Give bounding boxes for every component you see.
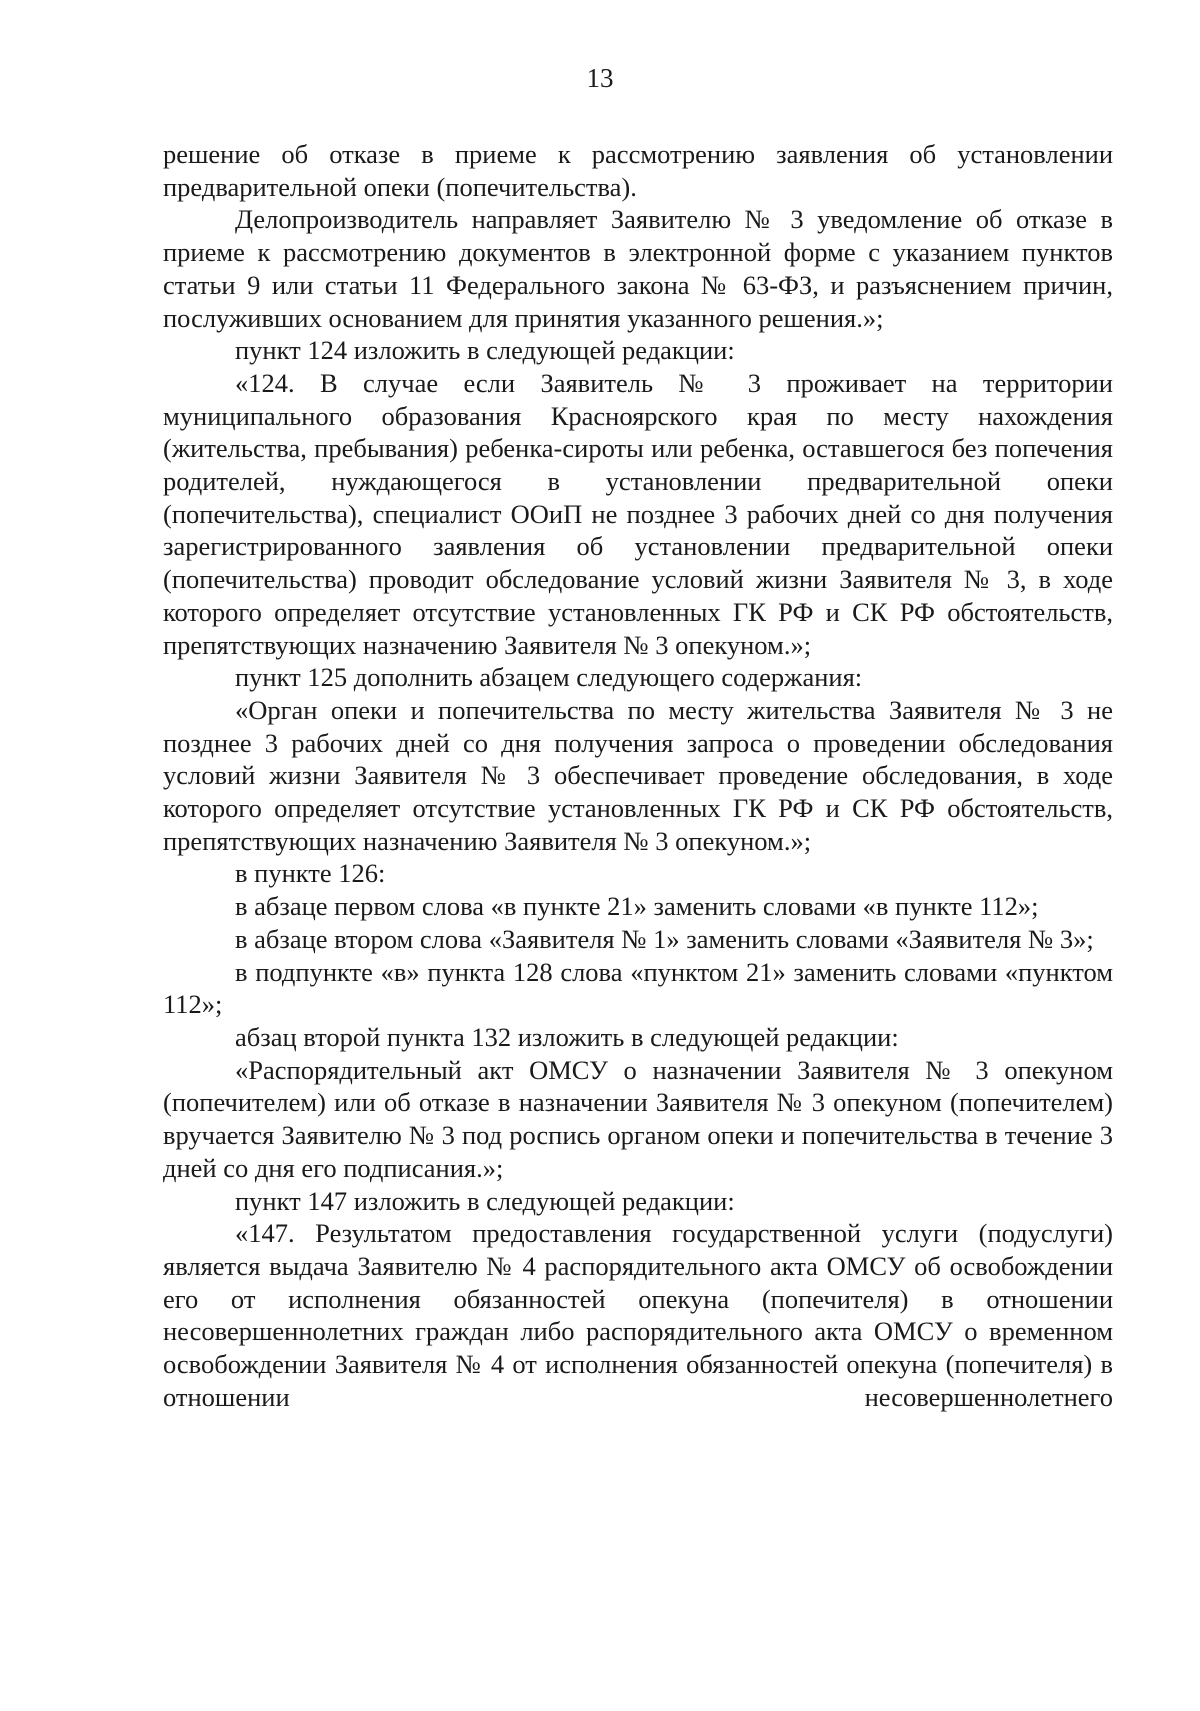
paragraph: «Распорядительный акт ОМСУ о назначении Заявителя № 3 опекуном (попечителем) или об отказе в назначении Заявителя № 3 опекуном (попечителем) вручается Заявителю № 3 под роспись органом опеки и попечительства в течение 3 дней со дня его подписания.»; xyxy=(163,1054,1113,1183)
paragraph: в подпункте «в» пункта 128 слова «пунктом 21» заменить словами «пунктом 112»; xyxy=(163,956,1113,1020)
paragraph: в абзаце первом слова «в пункте 21» заменить словами «в пункте 112»; xyxy=(235,891,1039,922)
paragraph: в пункте 126: xyxy=(235,858,386,889)
paragraph: пункт 147 изложить в следующей редакции: xyxy=(235,1185,735,1216)
paragraph: в абзаце втором слова «Заявителя № 1» заменить словами «Заявителя № 3»; xyxy=(235,923,1094,954)
paragraph: «Орган опеки и попечительства по месту жительства Заявителя № 3 не позднее 3 рабочих дней со дня получения запроса о проведении обследования условий жизни Заявителя № 3 обеспечивает проведение обследования, в ходе которого определяет отсутствие установленных ГК РФ и СК РФ обстоятельств, препятствующих назначению Заявителя № 3 опекуном.»; xyxy=(163,694,1113,856)
paragraph: абзац второй пункта 132 изложить в следующей редакции: xyxy=(235,1021,899,1052)
document-body xyxy=(163,138,1113,1413)
paragraph: Делопроизводитель направляет Заявителю № 3 уведомление об отказе в приеме к рассмотрению документов в электронной форме с указанием пунктов статьи 9 или статьи 11 Федерального закона № 63-ФЗ, и разъяснением причин, послуживших основанием для принятия указанного решения.»; xyxy=(163,204,1113,333)
paragraph: пункт 124 изложить в следующей редакции: xyxy=(235,335,735,366)
paragraph: решение об отказе в приеме к рассмотрению заявления об установлении предварительной опеки (попечительства). xyxy=(163,139,1113,202)
paragraph: «124. В случае если Заявитель № 3 проживает на территории муниципального образования Красноярского края по месту нахождения (жительства, пребывания) ребенка-сироты или ребенка, оставшегося без попечения родителей, нуждающегося в установлении предварительной опеки (попечительства), специалист ООиП не позднее 3 рабочих дней со дня получения зарегистрированного заявления об установлении предварительной опеки (попечительства) проводит обследование условий жизни Заявителя № 3, в ходе которого определяет отсутствие установленных ГК РФ и СК РФ обстоятельств, препятствующих назначению Заявителя № 3 опекуном.»; xyxy=(163,367,1113,660)
paragraph: «147. Результатом предоставления государственной услуги (подуслуги) является выдача Заявителю № 4 распорядительного акта ОМСУ об освобождении его от исполнения обязанностей опекуна (попечителя) в отношении несовершеннолетних граждан либо распорядительного акта ОМСУ о временном освобождении Заявителя № 4 от исполнения обязанностей опекуна (попечителя) в отношении несовершеннолетнего xyxy=(163,1218,1113,1412)
page-number: 13 xyxy=(586,63,614,93)
paragraph: пункт 125 дополнить абзацем следующего содержания: xyxy=(235,662,863,693)
